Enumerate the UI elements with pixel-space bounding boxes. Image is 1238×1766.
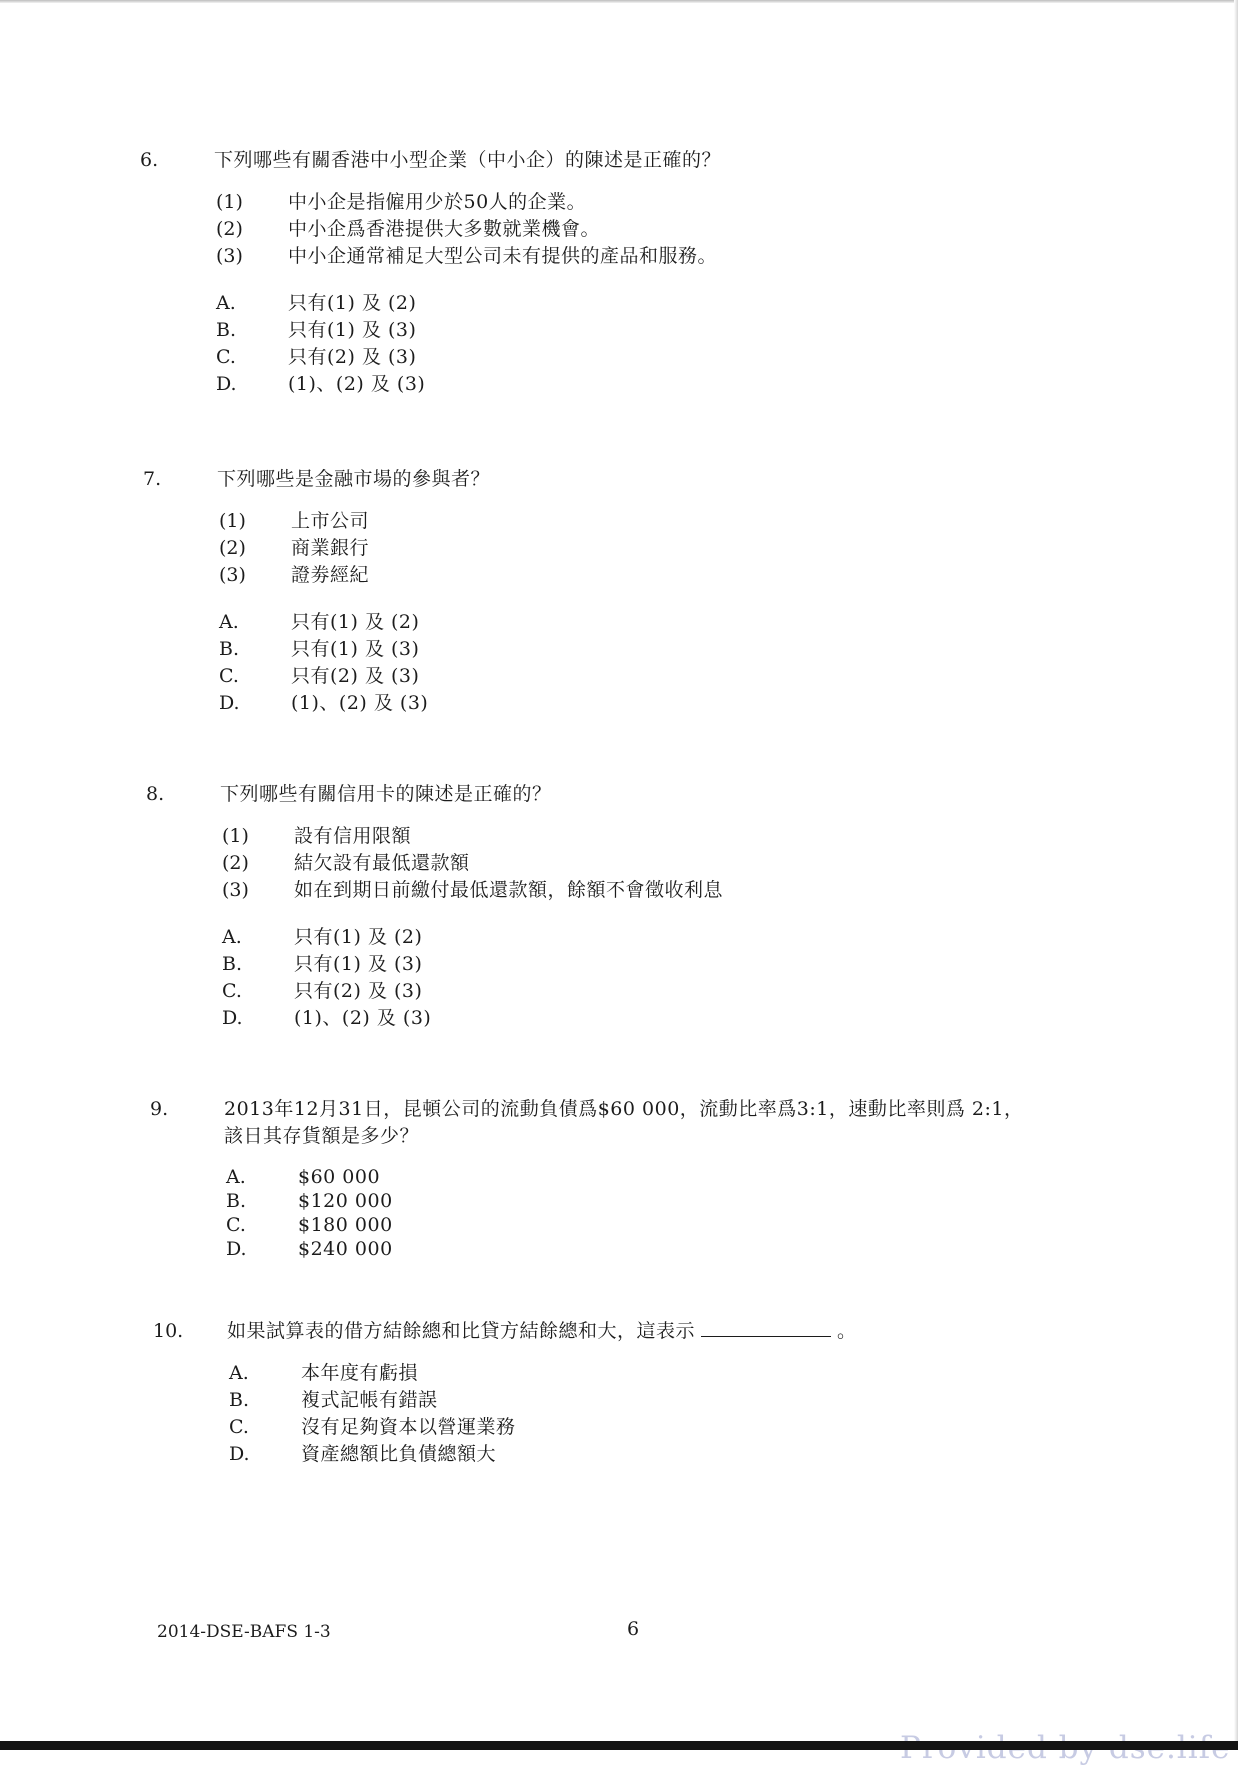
- scan-edge-right: [1234, 0, 1238, 1750]
- option-label: A.: [222, 926, 242, 948]
- option-label: C.: [229, 1416, 249, 1438]
- statement-text: 中小企是指僱用少於50人的企業。: [288, 191, 587, 213]
- option-label: C.: [216, 346, 236, 368]
- statement-text: 結欠設有最低還款額: [294, 852, 470, 874]
- question-text-before-blank: 如果試算表的借方結餘總和比貸方結餘總和大，這表示: [227, 1320, 696, 1342]
- option-label: A.: [219, 611, 239, 633]
- option-text: (1)、(2) 及 (3): [288, 373, 426, 395]
- statement-label: (2): [216, 218, 243, 240]
- option-text: 只有(1) 及 (2): [291, 611, 420, 633]
- page-number: 6: [627, 1618, 640, 1640]
- statement-label: (2): [219, 537, 246, 559]
- statement-label: (3): [216, 245, 243, 267]
- option-text: $60 000: [298, 1166, 381, 1188]
- option-text: (1)、(2) 及 (3): [291, 692, 429, 714]
- statement-text: 設有信用限額: [294, 825, 412, 847]
- option-label: A.: [229, 1362, 249, 1384]
- option-text: 只有(1) 及 (3): [288, 319, 417, 341]
- option-text: $180 000: [298, 1214, 393, 1236]
- option-text: $120 000: [298, 1190, 393, 1212]
- option-text: 只有(2) 及 (3): [291, 665, 420, 687]
- question-number: 6.: [140, 149, 159, 171]
- question-text: [227, 1318, 857, 1345]
- scan-edge-bottom: [0, 1741, 1238, 1750]
- statement-text: 商業銀行: [291, 537, 370, 559]
- option-text: 只有(1) 及 (2): [288, 292, 417, 314]
- option-text: 只有(2) 及 (3): [288, 346, 417, 368]
- option-label: B.: [226, 1190, 247, 1212]
- option-label: D.: [226, 1238, 247, 1260]
- question-text-line-2: 該日其存貨額是多少？: [224, 1125, 420, 1147]
- answer-blank: [701, 1318, 831, 1337]
- option-text: 只有(1) 及 (3): [294, 953, 423, 975]
- option-text: $240 000: [298, 1238, 393, 1260]
- question-text-after-blank: 。: [837, 1320, 857, 1342]
- statement-label: (1): [216, 191, 243, 213]
- option-text: 只有(1) 及 (2): [294, 926, 423, 948]
- option-label: C.: [226, 1214, 246, 1236]
- statement-label: (1): [219, 510, 246, 532]
- option-label: B.: [222, 953, 243, 975]
- statement-text: 證劵經紀: [291, 564, 370, 586]
- statement-text: 中小企爲香港提供大多數就業機會。: [288, 218, 601, 240]
- question-number: 10.: [153, 1320, 184, 1342]
- statement-label: (2): [222, 852, 249, 874]
- option-label: B.: [229, 1389, 250, 1411]
- option-text: 只有(1) 及 (3): [291, 638, 420, 660]
- question-number: 8.: [146, 783, 165, 805]
- statement-label: (3): [222, 879, 249, 901]
- statement-text: 中小企通常補足大型公司未有提供的產品和服務。: [288, 245, 718, 267]
- option-text: 沒有足夠資本以營運業務: [301, 1416, 516, 1438]
- option-label: C.: [222, 980, 242, 1002]
- option-text: 本年度有虧損: [301, 1362, 419, 1384]
- question-text-line-1: 2013年12月31日，昆頓公司的流動負債爲$60 000，流動比率爲3:1，速動比率則爲 2:1，: [224, 1098, 1024, 1120]
- statement-text: 上市公司: [291, 510, 370, 532]
- statement-label: (3): [219, 564, 246, 586]
- option-text: 資產總額比負債總額大: [301, 1443, 497, 1465]
- question-number: 7.: [143, 468, 162, 490]
- scan-edge-top: [0, 0, 1238, 3]
- paper-code: 2014-DSE-BAFS 1-3: [157, 1622, 331, 1642]
- option-label: B.: [216, 319, 237, 341]
- option-label: D.: [229, 1443, 250, 1465]
- option-label: A.: [226, 1166, 246, 1188]
- question-text: 下列哪些有關信用卡的陳述是正確的？: [220, 783, 552, 805]
- option-text: 只有(2) 及 (3): [294, 980, 423, 1002]
- option-label: D.: [219, 692, 240, 714]
- question-text: 下列哪些是金融市場的參與者？: [217, 468, 491, 490]
- question-number: 9.: [150, 1098, 169, 1120]
- statement-text: 如在到期日前繳付最低還款額，餘額不會徵收利息: [294, 879, 724, 901]
- option-label: A.: [216, 292, 236, 314]
- question-text: 下列哪些有關香港中小型企業（中小企）的陳述是正確的？: [214, 149, 722, 171]
- statement-label: (1): [222, 825, 249, 847]
- option-label: C.: [219, 665, 239, 687]
- option-label: D.: [222, 1007, 243, 1029]
- option-label: D.: [216, 373, 237, 395]
- option-text: (1)、(2) 及 (3): [294, 1007, 432, 1029]
- option-label: B.: [219, 638, 240, 660]
- option-text: 複式記帳有錯誤: [301, 1389, 438, 1411]
